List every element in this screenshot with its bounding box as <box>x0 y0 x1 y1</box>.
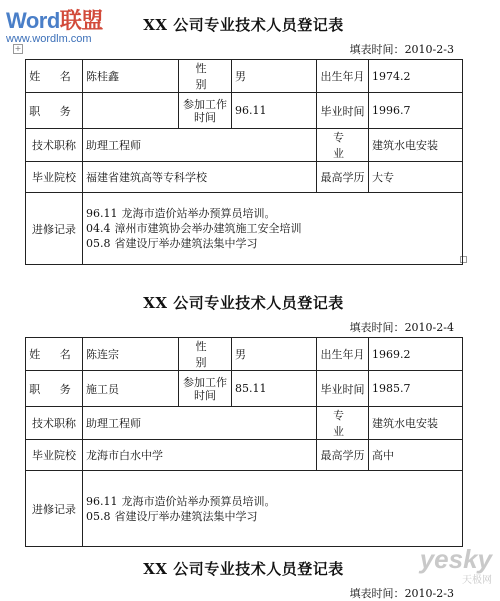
work-start-value[interactable]: 85.11 <box>232 371 317 407</box>
table-row <box>26 338 463 371</box>
date-label: 填表时间： <box>349 321 405 334</box>
name-value[interactable]: 陈桂鑫 <box>83 60 179 93</box>
major-value[interactable]: 建筑水电安装 <box>369 407 463 440</box>
table-row <box>26 93 463 129</box>
work-start-label: 参加工作时间 <box>179 371 232 407</box>
watermark-brand: yesky <box>419 544 492 574</box>
record-item: 04.4 漳州市建筑协会举办建筑施工安全培训 <box>86 222 302 235</box>
edu-value[interactable]: 大专 <box>369 162 463 193</box>
position-value[interactable]: 施工员 <box>83 371 179 407</box>
gender-label: 性 别 <box>179 338 232 371</box>
record-value[interactable] <box>83 193 463 265</box>
major-value[interactable]: 建筑水电安装 <box>369 129 463 162</box>
gender-label: 性 别 <box>179 60 232 93</box>
form-title: XX 公司专业技术人员登记表 <box>143 16 344 34</box>
table-row <box>26 193 463 265</box>
table-row <box>26 407 463 440</box>
name-label: 姓 名 <box>26 338 83 371</box>
watermark-sub: 天极网 <box>462 575 492 586</box>
logo-brand-b: 联盟 <box>59 8 103 33</box>
logo-url: www.wordlm.com <box>6 33 92 45</box>
record-item: 05.8 省建设厅举办建筑法集中学习 <box>86 509 258 523</box>
school-value[interactable]: 龙海市白水中学 <box>83 440 317 471</box>
table-row <box>26 371 463 407</box>
table-move-handle-icon[interactable]: + <box>14 44 22 53</box>
watermark-logo <box>420 544 492 586</box>
date-value: 2010-2-3 <box>404 587 454 600</box>
title-label: 技术职称 <box>26 129 83 162</box>
record-label: 进修记录 <box>26 193 83 265</box>
table-row <box>26 162 463 193</box>
table-row <box>26 60 463 93</box>
name-label: 姓 名 <box>26 60 83 93</box>
title-value[interactable]: 助理工程师 <box>83 407 317 440</box>
major-label: 专 业 <box>317 129 369 162</box>
record-item: 96.11 龙海市造价站举办预算员培训。 <box>86 207 276 220</box>
position-label: 职 务 <box>26 371 83 407</box>
edu-label: 最高学历 <box>317 162 369 193</box>
position-label: 职 务 <box>26 93 83 129</box>
gender-value[interactable]: 男 <box>232 338 317 371</box>
registration-form-3 <box>25 558 462 601</box>
form-title: XX 公司专业技术人员登记表 <box>143 294 344 312</box>
grad-time-label: 毕业时间 <box>317 93 369 129</box>
date-value: 2010-2-3 <box>404 43 454 56</box>
birth-value[interactable]: 1969.2 <box>369 338 463 371</box>
position-value[interactable] <box>83 93 179 129</box>
birth-value[interactable]: 1974.2 <box>369 60 463 93</box>
form-title: XX 公司专业技术人员登记表 <box>143 560 344 578</box>
registration-table <box>25 337 463 547</box>
logo-brand-a: Word <box>6 8 60 33</box>
registration-form-2 <box>25 292 462 547</box>
record-item: 05.8 省建设厅举办建筑法集中学习 <box>86 237 258 250</box>
school-label: 毕业院校 <box>26 162 83 193</box>
edu-value[interactable]: 高中 <box>369 440 463 471</box>
birth-label: 出生年月 <box>317 60 369 93</box>
birth-label: 出生年月 <box>317 338 369 371</box>
record-value[interactable] <box>83 471 463 547</box>
title-label: 技术职称 <box>26 407 83 440</box>
school-value[interactable]: 福建省建筑高等专科学校 <box>83 162 317 193</box>
table-row <box>26 440 463 471</box>
record-item: 96.11 龙海市造价站举办预算员培训。 <box>86 494 276 508</box>
edu-label: 最高学历 <box>317 440 369 471</box>
title-value[interactable]: 助理工程师 <box>83 129 317 162</box>
date-label: 填表时间： <box>349 43 405 56</box>
registration-table <box>25 59 463 265</box>
table-row <box>26 471 463 547</box>
table-row <box>26 129 463 162</box>
date-value: 2010-2-4 <box>404 321 454 334</box>
registration-form-1 <box>25 14 462 265</box>
form-date <box>25 41 462 57</box>
gender-value[interactable]: 男 <box>232 60 317 93</box>
grad-time-value[interactable]: 1996.7 <box>369 93 463 129</box>
form-date <box>25 585 462 601</box>
work-start-value[interactable]: 96.11 <box>232 93 317 129</box>
work-start-label: 参加工作时间 <box>179 93 232 129</box>
school-label: 毕业院校 <box>26 440 83 471</box>
date-label: 填表时间： <box>349 587 405 600</box>
grad-time-label: 毕业时间 <box>317 371 369 407</box>
major-label: 专 业 <box>317 407 369 440</box>
grad-time-value[interactable]: 1985.7 <box>369 371 463 407</box>
form-date <box>25 319 462 335</box>
name-value[interactable]: 陈连宗 <box>83 338 179 371</box>
record-label: 进修记录 <box>26 471 83 547</box>
